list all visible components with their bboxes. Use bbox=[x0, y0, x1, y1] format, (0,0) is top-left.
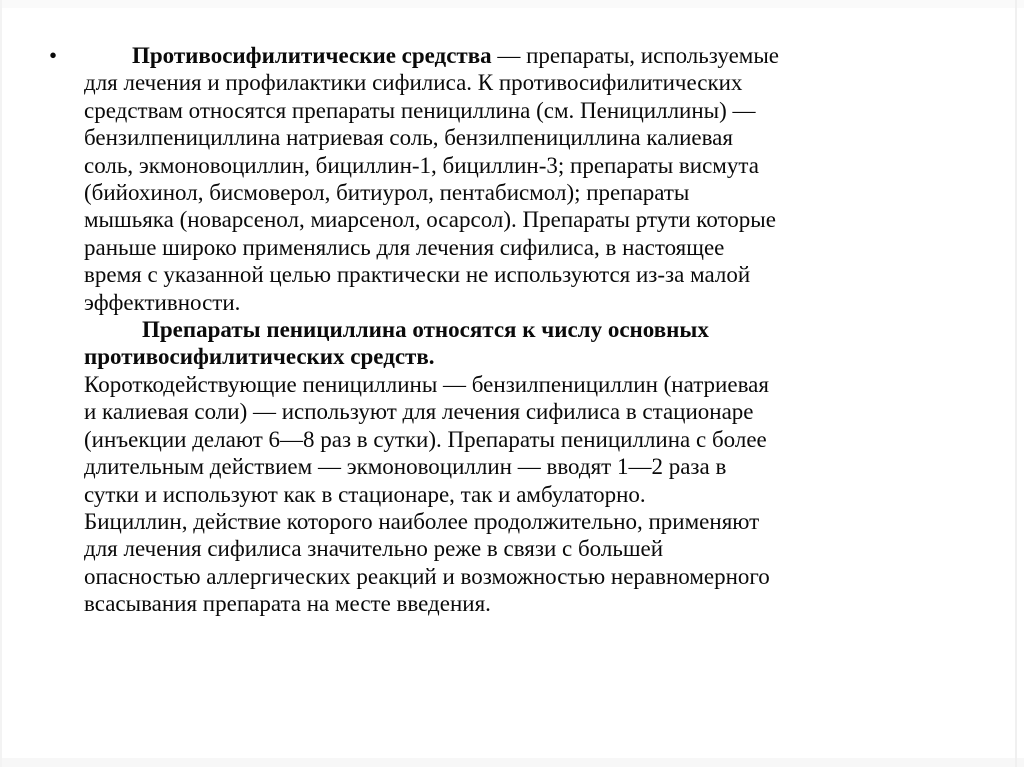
text-line bbox=[84, 535, 984, 562]
text-line bbox=[84, 426, 984, 453]
text-line bbox=[84, 508, 984, 535]
text-line bbox=[84, 69, 984, 96]
body-text: (инъекции делают 6—8 раз в сутки). Препараты пенициллина с более bbox=[84, 426, 767, 452]
text-line bbox=[84, 343, 984, 370]
slide-edge-top bbox=[0, 0, 1024, 8]
body-text: Короткодействующие пенициллины — бензилпенициллин (натриевая bbox=[84, 371, 769, 397]
bold-text: Препараты пенициллина относятся к числу основных bbox=[142, 317, 709, 343]
text-line bbox=[84, 97, 984, 124]
body-text: соль, экмоновоциллин, бициллин-1, бициллин-3; препараты висмута bbox=[84, 152, 759, 178]
text-line bbox=[84, 316, 984, 343]
body-text: средствам относятся препараты пенициллина (см. Пенициллины) — bbox=[84, 97, 756, 123]
text-line bbox=[84, 261, 984, 288]
text-line bbox=[84, 289, 984, 316]
text-line bbox=[84, 124, 984, 151]
text-line bbox=[84, 590, 984, 617]
body-text: раньше широко применялись для лечения сифилиса, в настоящее bbox=[84, 234, 725, 260]
body-text: мышьяка (новарсенол, миарсенол, осарсол). Препараты ртути которые bbox=[84, 207, 776, 233]
text-block bbox=[84, 42, 984, 618]
body-text: длительным действием — экмоновоциллин — вводят 1—2 раза в bbox=[84, 454, 727, 480]
body-text: эффективности. bbox=[84, 289, 241, 315]
body-text: (бийохинол, бисмоверол, битиурол, пентабисмол); препараты bbox=[84, 180, 690, 206]
body-text: — препараты, используемые bbox=[491, 43, 779, 68]
text-line bbox=[84, 234, 984, 261]
bold-text: Противосифилитические средства bbox=[132, 43, 492, 68]
text-line bbox=[84, 179, 984, 206]
slide-edge-bottom bbox=[0, 758, 1024, 767]
slide-edge-right bbox=[1015, 0, 1017, 767]
text-line bbox=[84, 563, 984, 590]
body-text: и калиевая соли) — используют для лечения сифилиса в стационаре bbox=[84, 399, 754, 425]
body-text: для лечения сифилиса значительно реже в связи с большей bbox=[84, 536, 664, 562]
slide-edge-left bbox=[0, 0, 2, 767]
body-text: сутки и используют как в стационаре, так и амбулаторно. bbox=[84, 481, 646, 507]
text-line bbox=[84, 371, 984, 398]
bold-text: противосифилитических средств. bbox=[84, 344, 435, 370]
body-text: время с указанной целью практически не используются из-за малой bbox=[84, 262, 751, 288]
text-line bbox=[84, 453, 984, 480]
text-line bbox=[84, 398, 984, 425]
bullet-marker: • bbox=[49, 43, 58, 68]
body-text: Бициллин, действие которого наиболее продолжительно, применяют bbox=[84, 508, 760, 534]
body-text: всасывания препарата на месте введения. bbox=[84, 591, 491, 617]
body-text: для лечения и профилактики сифилиса. К противосифилитических bbox=[84, 70, 743, 96]
body-text: опасностью аллергических реакций и возможностью неравномерного bbox=[84, 563, 770, 589]
text-line bbox=[84, 42, 984, 69]
text-line bbox=[84, 206, 984, 233]
text-line bbox=[84, 152, 984, 179]
text-line bbox=[84, 481, 984, 508]
body-text: бензилпенициллина натриевая соль, бензилпенициллина калиевая bbox=[84, 125, 733, 151]
